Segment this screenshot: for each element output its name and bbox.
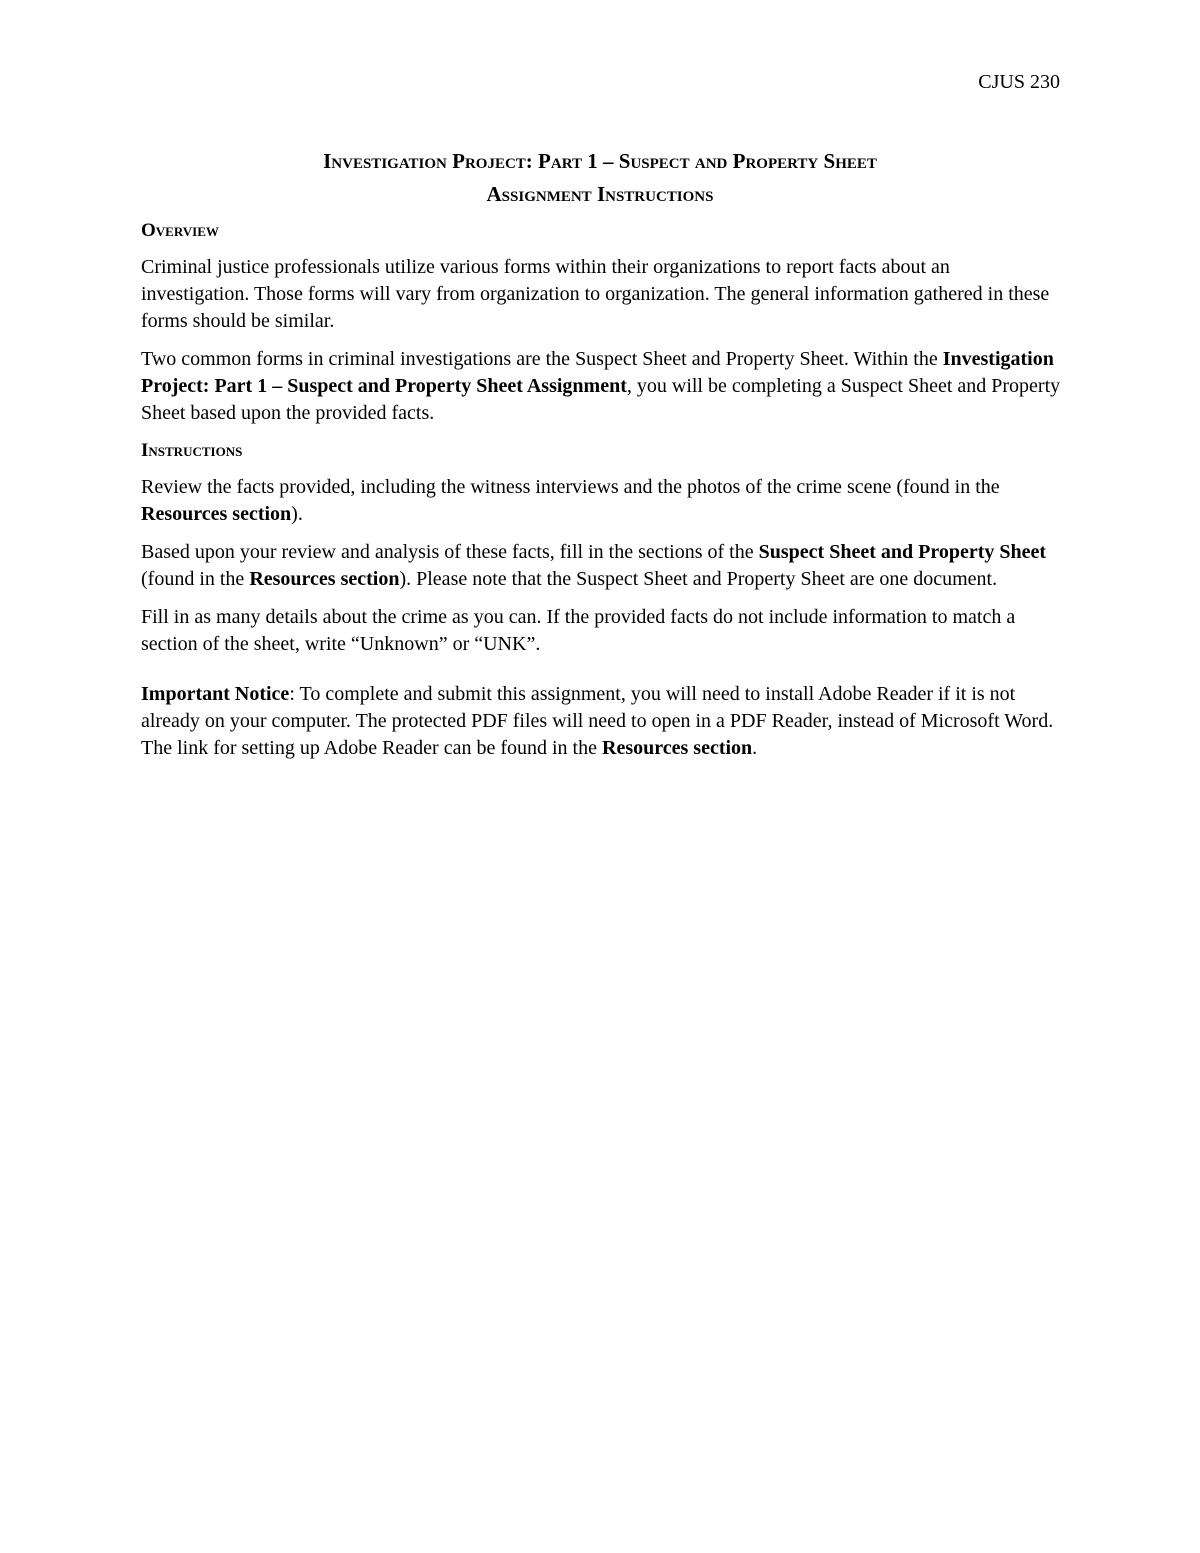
instructions-paragraph-3: Fill in as many details about the crime as you can. If the provided facts do not include information to match a section of the sheet, write “Unknown” or “UNK”. — [141, 606, 1016, 655]
overview-p2-text-c: , you will be completing a Suspect Sheet and Property Sheet based upon the provided facts. — [141, 375, 1061, 424]
notice-text-c: . — [752, 737, 758, 759]
instructions-paragraph-2 — [141, 539, 1061, 593]
instructions-heading: Instructions — [141, 440, 243, 461]
notice-text-a: : To complete and submit this assignment, you will need to install Adobe Reader if it is not already on your computer. The protected PDF files will need to open in a PDF Reader, instead of Microsoft Word. The link for setting up Adobe Reader can be found in the — [141, 683, 1054, 759]
overview-paragraph-2 — [141, 346, 1061, 427]
instructions-paragraph-1 — [141, 474, 1061, 528]
instructions-p2-text-c: (found in the — [141, 568, 250, 590]
instructions-p1-text-c: ). — [291, 503, 303, 525]
document-body — [141, 218, 1061, 773]
document-title — [140, 145, 1060, 211]
overview-paragraph-1: Criminal justice professionals utilize various forms within their organizations to report facts about an investigation. Those forms will vary from organization to organization. The general information gathered in these forms should be similar. — [141, 256, 1050, 332]
title-line-1: Investigation Project: Part 1 – Suspect and Property Sheet — [323, 149, 877, 173]
overview-p2-assignment-name: Investigation Project: Part 1 – Suspect and Property Sheet Assignment — [141, 348, 1054, 397]
title-line-2: Assignment Instructions — [486, 182, 714, 206]
overview-heading: Overview — [141, 220, 219, 241]
instructions-p2-sheet-name: Suspect Sheet and Property Sheet — [758, 541, 1047, 563]
instructions-p2-text-e: ). Please note that the Suspect Sheet and Property Sheet are one document. — [399, 568, 998, 590]
notice-resources: Resources section — [602, 737, 753, 759]
instructions-p1-text-a: Review the facts provided, including the witness interviews and the photos of the crime scene (found in the — [141, 476, 1000, 498]
overview-p2-text-a: Two common forms in criminal investigations are the Suspect Sheet and Property Sheet. Within the — [141, 348, 943, 370]
notice-label: Important Notice — [141, 683, 290, 705]
important-notice — [141, 681, 1061, 762]
course-code: CJUS 230 — [978, 71, 1060, 93]
instructions-p2-text-a: Based upon your review and analysis of these facts, fill in the sections of the — [141, 541, 759, 563]
instructions-p2-resources: Resources section — [249, 568, 400, 590]
instructions-p1-resources: Resources section — [141, 503, 292, 525]
